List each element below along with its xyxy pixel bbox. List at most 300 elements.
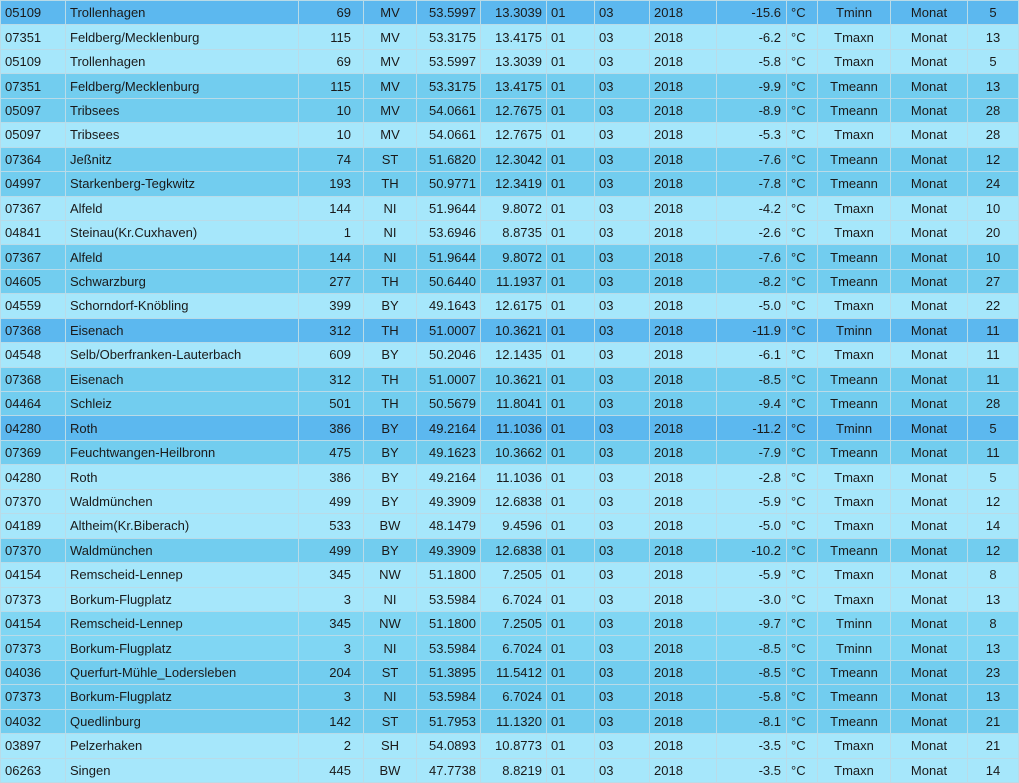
latitude-cell: 53.5984	[417, 685, 481, 709]
period-cell: Monat	[891, 74, 968, 98]
longitude-cell: 7.2505	[481, 611, 547, 635]
state-cell: TH	[364, 172, 417, 196]
year-cell: 2018	[650, 49, 717, 73]
latitude-cell: 48.1479	[417, 514, 481, 538]
period-cell: Monat	[891, 611, 968, 635]
year-cell: 2018	[650, 709, 717, 733]
record-type-cell: Tmeann	[818, 269, 891, 293]
period-cell: Monat	[891, 636, 968, 660]
unit-cell: °C	[787, 758, 818, 782]
count-cell: 28	[968, 123, 1019, 147]
station-name-cell: Remscheid-Lennep	[66, 611, 299, 635]
year-cell: 2018	[650, 318, 717, 342]
temperature-value-cell: -10.2	[717, 538, 787, 562]
longitude-cell: 6.7024	[481, 587, 547, 611]
day-cell: 01	[547, 49, 595, 73]
station-height-cell: 277	[299, 269, 364, 293]
latitude-cell: 49.1643	[417, 294, 481, 318]
longitude-cell: 12.6838	[481, 538, 547, 562]
month-cell: 03	[595, 734, 650, 758]
station-name-cell: Waldmünchen	[66, 489, 299, 513]
station-height-cell: 115	[299, 74, 364, 98]
table-row[interactable]	[1, 465, 1019, 489]
state-cell: NW	[364, 611, 417, 635]
table-row[interactable]	[1, 440, 1019, 464]
latitude-cell: 50.5679	[417, 392, 481, 416]
table-row[interactable]	[1, 367, 1019, 391]
table-row[interactable]	[1, 538, 1019, 562]
month-cell: 03	[595, 269, 650, 293]
temperature-value-cell: -2.6	[717, 220, 787, 244]
table-row[interactable]	[1, 660, 1019, 684]
day-cell: 01	[547, 514, 595, 538]
station-height-cell: 193	[299, 172, 364, 196]
day-cell: 01	[547, 367, 595, 391]
count-cell: 21	[968, 709, 1019, 733]
year-cell: 2018	[650, 269, 717, 293]
month-cell: 03	[595, 245, 650, 269]
latitude-cell: 54.0661	[417, 98, 481, 122]
table-row[interactable]	[1, 611, 1019, 635]
longitude-cell: 10.8773	[481, 734, 547, 758]
station-height-cell: 499	[299, 489, 364, 513]
station-id-cell: 03897	[1, 734, 66, 758]
unit-cell: °C	[787, 636, 818, 660]
state-cell: TH	[364, 269, 417, 293]
station-name-cell: Tribsees	[66, 123, 299, 147]
temperature-value-cell: -2.8	[717, 465, 787, 489]
day-cell: 01	[547, 440, 595, 464]
unit-cell: °C	[787, 367, 818, 391]
year-cell: 2018	[650, 685, 717, 709]
table-row[interactable]	[1, 392, 1019, 416]
state-cell: MV	[364, 98, 417, 122]
longitude-cell: 11.1036	[481, 465, 547, 489]
unit-cell: °C	[787, 172, 818, 196]
temperature-value-cell: -15.6	[717, 1, 787, 25]
station-name-cell: Borkum-Flugplatz	[66, 636, 299, 660]
year-cell: 2018	[650, 147, 717, 171]
count-cell: 5	[968, 49, 1019, 73]
unit-cell: °C	[787, 1, 818, 25]
table-row[interactable]	[1, 416, 1019, 440]
month-cell: 03	[595, 538, 650, 562]
record-type-cell: Tmeann	[818, 538, 891, 562]
table-row[interactable]	[1, 25, 1019, 49]
record-type-cell: Tmaxn	[818, 196, 891, 220]
record-type-cell: Tmaxn	[818, 25, 891, 49]
table-row[interactable]	[1, 489, 1019, 513]
latitude-cell: 51.0007	[417, 367, 481, 391]
state-cell: BY	[364, 465, 417, 489]
unit-cell: °C	[787, 392, 818, 416]
month-cell: 03	[595, 25, 650, 49]
month-cell: 03	[595, 98, 650, 122]
state-cell: NI	[364, 685, 417, 709]
station-height-cell: 399	[299, 294, 364, 318]
year-cell: 2018	[650, 660, 717, 684]
station-height-cell: 69	[299, 1, 364, 25]
station-id-cell: 04154	[1, 563, 66, 587]
month-cell: 03	[595, 660, 650, 684]
count-cell: 13	[968, 636, 1019, 660]
record-type-cell: Tmaxn	[818, 514, 891, 538]
latitude-cell: 54.0893	[417, 734, 481, 758]
latitude-cell: 53.3175	[417, 25, 481, 49]
station-name-cell: Alfeld	[66, 196, 299, 220]
period-cell: Monat	[891, 758, 968, 782]
year-cell: 2018	[650, 465, 717, 489]
count-cell: 12	[968, 147, 1019, 171]
count-cell: 28	[968, 98, 1019, 122]
year-cell: 2018	[650, 563, 717, 587]
temperature-value-cell: -8.5	[717, 660, 787, 684]
temperature-value-cell: -5.8	[717, 685, 787, 709]
longitude-cell: 10.3662	[481, 440, 547, 464]
table-row[interactable]	[1, 98, 1019, 122]
table-row[interactable]	[1, 343, 1019, 367]
day-cell: 01	[547, 734, 595, 758]
station-height-cell: 499	[299, 538, 364, 562]
period-cell: Monat	[891, 685, 968, 709]
state-cell: NI	[364, 587, 417, 611]
longitude-cell: 8.8735	[481, 220, 547, 244]
unit-cell: °C	[787, 245, 818, 269]
table-row[interactable]	[1, 269, 1019, 293]
day-cell: 01	[547, 196, 595, 220]
table-row[interactable]	[1, 294, 1019, 318]
station-height-cell: 475	[299, 440, 364, 464]
table-row[interactable]	[1, 734, 1019, 758]
temperature-value-cell: -5.8	[717, 49, 787, 73]
latitude-cell: 51.1800	[417, 611, 481, 635]
period-cell: Monat	[891, 98, 968, 122]
day-cell: 01	[547, 343, 595, 367]
day-cell: 01	[547, 489, 595, 513]
temperature-value-cell: -9.4	[717, 392, 787, 416]
temperature-value-cell: -6.1	[717, 343, 787, 367]
station-id-cell: 05097	[1, 98, 66, 122]
table-row[interactable]	[1, 245, 1019, 269]
count-cell: 11	[968, 343, 1019, 367]
station-name-cell: Remscheid-Lennep	[66, 563, 299, 587]
table-row[interactable]	[1, 709, 1019, 733]
day-cell: 01	[547, 98, 595, 122]
station-height-cell: 386	[299, 416, 364, 440]
latitude-cell: 51.0007	[417, 318, 481, 342]
table-row[interactable]	[1, 196, 1019, 220]
year-cell: 2018	[650, 440, 717, 464]
station-height-cell: 312	[299, 318, 364, 342]
latitude-cell: 53.5997	[417, 49, 481, 73]
station-id-cell: 07368	[1, 318, 66, 342]
record-type-cell: Tmaxn	[818, 465, 891, 489]
state-cell: BY	[364, 343, 417, 367]
station-id-cell: 07373	[1, 636, 66, 660]
count-cell: 20	[968, 220, 1019, 244]
month-cell: 03	[595, 294, 650, 318]
state-cell: BW	[364, 514, 417, 538]
count-cell: 5	[968, 1, 1019, 25]
year-cell: 2018	[650, 196, 717, 220]
station-id-cell: 07351	[1, 74, 66, 98]
station-name-cell: Waldmünchen	[66, 538, 299, 562]
period-cell: Monat	[891, 465, 968, 489]
month-cell: 03	[595, 220, 650, 244]
unit-cell: °C	[787, 74, 818, 98]
year-cell: 2018	[650, 489, 717, 513]
table-row[interactable]	[1, 172, 1019, 196]
latitude-cell: 50.6440	[417, 269, 481, 293]
table-row[interactable]	[1, 685, 1019, 709]
latitude-cell: 49.2164	[417, 416, 481, 440]
temperature-value-cell: -3.5	[717, 758, 787, 782]
count-cell: 5	[968, 465, 1019, 489]
station-id-cell: 04280	[1, 465, 66, 489]
table-row[interactable]	[1, 318, 1019, 342]
station-id-cell: 04154	[1, 611, 66, 635]
table-row[interactable]	[1, 147, 1019, 171]
state-cell: TH	[364, 318, 417, 342]
station-height-cell: 533	[299, 514, 364, 538]
state-cell: MV	[364, 1, 417, 25]
temperature-value-cell: -5.9	[717, 489, 787, 513]
state-cell: ST	[364, 147, 417, 171]
count-cell: 22	[968, 294, 1019, 318]
day-cell: 01	[547, 220, 595, 244]
station-height-cell: 609	[299, 343, 364, 367]
state-cell: BY	[364, 440, 417, 464]
year-cell: 2018	[650, 98, 717, 122]
period-cell: Monat	[891, 367, 968, 391]
record-type-cell: Tmeann	[818, 245, 891, 269]
station-id-cell: 04280	[1, 416, 66, 440]
station-height-cell: 1	[299, 220, 364, 244]
table-row[interactable]	[1, 1, 1019, 25]
day-cell: 01	[547, 465, 595, 489]
station-id-cell: 07373	[1, 587, 66, 611]
latitude-cell: 49.3909	[417, 489, 481, 513]
station-name-cell: Eisenach	[66, 318, 299, 342]
longitude-cell: 12.1435	[481, 343, 547, 367]
day-cell: 01	[547, 611, 595, 635]
station-name-cell: Jeßnitz	[66, 147, 299, 171]
station-name-cell: Roth	[66, 416, 299, 440]
station-name-cell: Trollenhagen	[66, 1, 299, 25]
unit-cell: °C	[787, 538, 818, 562]
day-cell: 01	[547, 563, 595, 587]
month-cell: 03	[595, 343, 650, 367]
station-id-cell: 04189	[1, 514, 66, 538]
longitude-cell: 9.4596	[481, 514, 547, 538]
station-name-cell: Roth	[66, 465, 299, 489]
record-type-cell: Tmeann	[818, 74, 891, 98]
temperature-value-cell: -7.6	[717, 147, 787, 171]
period-cell: Monat	[891, 440, 968, 464]
table-row[interactable]	[1, 220, 1019, 244]
table-row[interactable]	[1, 49, 1019, 73]
table-row[interactable]	[1, 587, 1019, 611]
station-height-cell: 3	[299, 636, 364, 660]
period-cell: Monat	[891, 660, 968, 684]
temperature-value-cell: -3.0	[717, 587, 787, 611]
period-cell: Monat	[891, 563, 968, 587]
station-name-cell: Schleiz	[66, 392, 299, 416]
day-cell: 01	[547, 1, 595, 25]
count-cell: 13	[968, 685, 1019, 709]
station-id-cell: 06263	[1, 758, 66, 782]
table-row[interactable]	[1, 74, 1019, 98]
record-type-cell: Tmeann	[818, 392, 891, 416]
period-cell: Monat	[891, 196, 968, 220]
station-id-cell: 07364	[1, 147, 66, 171]
count-cell: 8	[968, 563, 1019, 587]
unit-cell: °C	[787, 196, 818, 220]
state-cell: BY	[364, 294, 417, 318]
state-cell: NI	[364, 636, 417, 660]
station-id-cell: 05109	[1, 49, 66, 73]
period-cell: Monat	[891, 269, 968, 293]
station-name-cell: Quedlinburg	[66, 709, 299, 733]
unit-cell: °C	[787, 734, 818, 758]
table-row[interactable]	[1, 514, 1019, 538]
station-id-cell: 07367	[1, 196, 66, 220]
month-cell: 03	[595, 318, 650, 342]
count-cell: 21	[968, 734, 1019, 758]
latitude-cell: 53.5984	[417, 636, 481, 660]
month-cell: 03	[595, 123, 650, 147]
day-cell: 01	[547, 74, 595, 98]
state-cell: MV	[364, 74, 417, 98]
state-cell: MV	[364, 25, 417, 49]
record-type-cell: Tmeann	[818, 440, 891, 464]
station-name-cell: Trollenhagen	[66, 49, 299, 73]
unit-cell: °C	[787, 343, 818, 367]
count-cell: 27	[968, 269, 1019, 293]
month-cell: 03	[595, 465, 650, 489]
day-cell: 01	[547, 709, 595, 733]
day-cell: 01	[547, 25, 595, 49]
count-cell: 11	[968, 318, 1019, 342]
station-name-cell: Steinau(Kr.Cuxhaven)	[66, 220, 299, 244]
station-id-cell: 04548	[1, 343, 66, 367]
record-type-cell: Tmeann	[818, 660, 891, 684]
month-cell: 03	[595, 758, 650, 782]
latitude-cell: 51.3895	[417, 660, 481, 684]
record-type-cell: Tmeann	[818, 367, 891, 391]
station-height-cell: 3	[299, 587, 364, 611]
period-cell: Monat	[891, 489, 968, 513]
month-cell: 03	[595, 367, 650, 391]
unit-cell: °C	[787, 416, 818, 440]
day-cell: 01	[547, 172, 595, 196]
temperature-value-cell: -3.5	[717, 734, 787, 758]
period-cell: Monat	[891, 734, 968, 758]
state-cell: SH	[364, 734, 417, 758]
latitude-cell: 53.3175	[417, 74, 481, 98]
station-id-cell: 04997	[1, 172, 66, 196]
count-cell: 14	[968, 758, 1019, 782]
temperature-value-cell: -8.2	[717, 269, 787, 293]
month-cell: 03	[595, 172, 650, 196]
latitude-cell: 51.1800	[417, 563, 481, 587]
record-type-cell: Tmaxn	[818, 343, 891, 367]
unit-cell: °C	[787, 611, 818, 635]
month-cell: 03	[595, 49, 650, 73]
day-cell: 01	[547, 392, 595, 416]
record-type-cell: Tminn	[818, 611, 891, 635]
month-cell: 03	[595, 514, 650, 538]
count-cell: 10	[968, 196, 1019, 220]
year-cell: 2018	[650, 636, 717, 660]
unit-cell: °C	[787, 147, 818, 171]
count-cell: 24	[968, 172, 1019, 196]
table-row[interactable]	[1, 636, 1019, 660]
year-cell: 2018	[650, 1, 717, 25]
record-type-cell: Tmaxn	[818, 123, 891, 147]
period-cell: Monat	[891, 514, 968, 538]
longitude-cell: 12.6838	[481, 489, 547, 513]
unit-cell: °C	[787, 25, 818, 49]
period-cell: Monat	[891, 343, 968, 367]
latitude-cell: 49.2164	[417, 465, 481, 489]
table-row[interactable]	[1, 563, 1019, 587]
latitude-cell: 50.2046	[417, 343, 481, 367]
record-type-cell: Tmaxn	[818, 489, 891, 513]
state-cell: NW	[364, 563, 417, 587]
table-row[interactable]	[1, 758, 1019, 782]
year-cell: 2018	[650, 611, 717, 635]
count-cell: 14	[968, 514, 1019, 538]
station-id-cell: 07368	[1, 367, 66, 391]
state-cell: BY	[364, 538, 417, 562]
day-cell: 01	[547, 123, 595, 147]
record-type-cell: Tmaxn	[818, 758, 891, 782]
month-cell: 03	[595, 440, 650, 464]
table-row[interactable]	[1, 123, 1019, 147]
month-cell: 03	[595, 587, 650, 611]
year-cell: 2018	[650, 367, 717, 391]
state-cell: TH	[364, 367, 417, 391]
station-id-cell: 07367	[1, 245, 66, 269]
period-cell: Monat	[891, 1, 968, 25]
longitude-cell: 12.6175	[481, 294, 547, 318]
period-cell: Monat	[891, 25, 968, 49]
station-name-cell: Feldberg/Mecklenburg	[66, 25, 299, 49]
period-cell: Monat	[891, 172, 968, 196]
station-height-cell: 115	[299, 25, 364, 49]
station-height-cell: 142	[299, 709, 364, 733]
record-type-cell: Tminn	[818, 636, 891, 660]
unit-cell: °C	[787, 709, 818, 733]
station-name-cell: Starkenberg-Tegkwitz	[66, 172, 299, 196]
station-name-cell: Borkum-Flugplatz	[66, 685, 299, 709]
record-type-cell: Tmaxn	[818, 734, 891, 758]
latitude-cell: 49.3909	[417, 538, 481, 562]
unit-cell: °C	[787, 269, 818, 293]
station-name-cell: Schwarzburg	[66, 269, 299, 293]
longitude-cell: 11.8041	[481, 392, 547, 416]
longitude-cell: 9.8072	[481, 196, 547, 220]
year-cell: 2018	[650, 220, 717, 244]
station-name-cell: Altheim(Kr.Biberach)	[66, 514, 299, 538]
record-type-cell: Tminn	[818, 1, 891, 25]
station-name-cell: Alfeld	[66, 245, 299, 269]
year-cell: 2018	[650, 734, 717, 758]
station-name-cell: Singen	[66, 758, 299, 782]
temperature-value-cell: -8.5	[717, 367, 787, 391]
record-type-cell: Tmeann	[818, 147, 891, 171]
